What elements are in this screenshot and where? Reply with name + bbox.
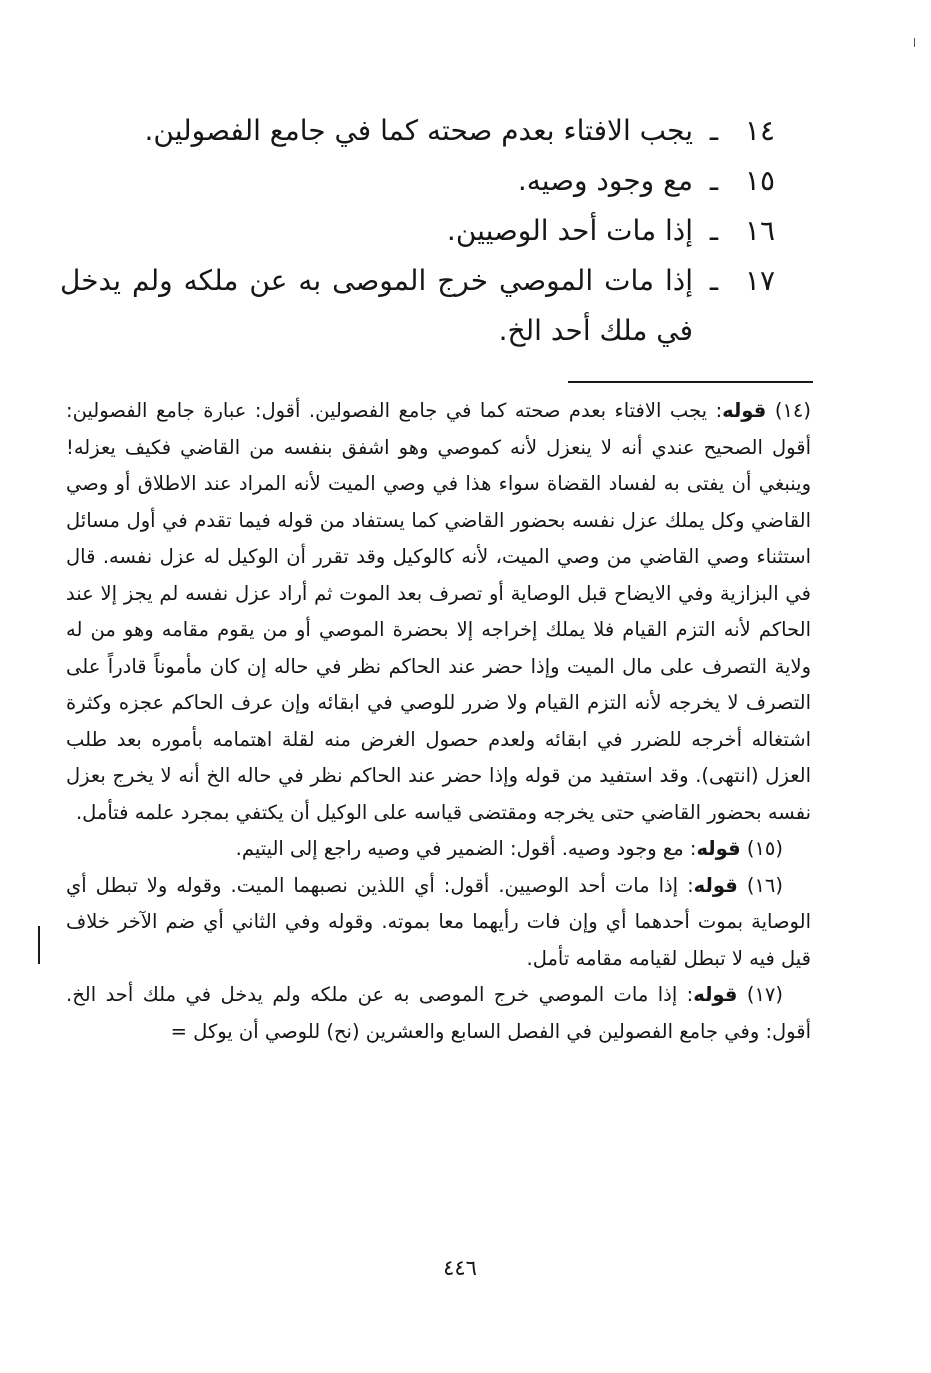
main-item-number: ١٥ [744,164,775,197]
main-item-16 [60,206,775,256]
main-item-number: ١٦ [744,214,775,247]
main-item-14 [60,106,775,156]
main-item-dash: ـ [709,164,719,197]
main-item-text: مع وجود وصيه. [517,164,693,197]
footnote-ref: (١٦) [746,873,783,897]
footnote-text: : إذا مات الموصي خرج الموصى به عن ملكه ولم يدخل في ملك أحد الخ. أقول: وفي جامع الفصولين في الفصل السابع والعشرين (نح) للوصي أن يوكل = [66,983,811,1043]
footnote-keyword: قوله [696,837,741,860]
footnote-keyword: قوله [693,983,738,1006]
main-item-15 [60,156,775,206]
corner-mark [914,38,915,47]
footnote-keyword: قوله [722,399,767,422]
margin-mark [38,926,40,964]
footnote-text: : مع وجود وصيه. أقول: الضمير في وصيه راجع إلى اليتيم. [235,837,697,860]
main-item-text: يجب الافتاء بعدم صحته كما في جامع الفصولين. [144,114,693,147]
footnote-15 [66,831,811,868]
footnote-ref: (١٤) [774,399,811,422]
footnote-text: : إذا مات أحد الوصيين. أقول: أي اللذين نصبهما الميت. وقوله ولا تبطل أي الوصاية بموت أحدهما أي وإن فات رأيهما معا بموته. وقوله وفي الثاني أي ضم الآخر خلاف قيل فيه لا تبطل لقيامه مقامه تأمل. [66,873,811,970]
footnote-keyword: قوله [693,873,738,897]
main-item-text: إذا مات أحد الوصيين. [446,214,693,247]
footnote-ref: (١٥) [746,837,783,860]
footnote-16 [66,868,811,978]
footnote-separator [568,381,813,383]
main-item-dash: ـ [709,214,719,247]
main-item-number: ١٤ [744,114,775,147]
main-item-17 [60,256,775,356]
footnote-text: : يجب الافتاء بعدم صحته كما في جامع الفصولين. أقول: عبارة جامع الفصولين: أقول الصحيح عندي أنه لا ينعزل لأنه كموصي وهو اشفق بنفسه من القاضي فكيف يعزله! وينبغي أن يفتى به لفساد القضاة سواء هذا في وصي الميت لأنه المراد عند الاطلاق أو وصي القاضي وكل يملك عزل نفسه بحضور القاضي كما يستفاد من قوله فيما تقدم في أول مسائل استثناء وصي القاضي من وصي الميت، لأنه كالوكيل وقد تقرر أن الوكيل له عزل نفسه. قال في البزازية وفي الايضاح قبل الوصاية أو تصرف بعد الموت ثم أراد عزل نفسه لم يجز إلا عند الحاكم لأنه التزم القيام فلا يملك إخراجه إلا بحضرة الموصي أو من يقوم مقامه وهو من له ولاية التصرف على مال الميت وإذا حضر عند الحاكم نظر في حاله إن كان مأموناً قادراً على التصرف لا يخرجه لأنه التزم القيام ولا ضرر للوصي في ابقائه وإن عرف الحاكم عجزه وكثرة اشتغاله أخرجه للضرر في ابقائه ولعدم حصول الغرض منه لقلة اهتمامه بأموره بعد طلب العزل (انتهى). وقد استفيد من قوله وإذا حضر عند الحاكم نظر في حاله الخ أنه لا يخرج بعزل نفسه بحضور القاضي حتى يخرجه ومقتضى قياسه على الوكيل أن يكتفي بمجرد علمه فتأمل. [66,399,811,824]
main-item-number: ١٧ [744,264,775,297]
main-item-dash: ـ [709,114,719,147]
footnote-14 [66,393,811,831]
footnotes [66,393,811,1050]
footnote-ref: (١٧) [746,983,783,1006]
main-item-dash: ـ [709,264,719,297]
footnote-17 [66,977,811,1050]
main-item-text: إذا مات الموصي خرج الموصى به عن ملكه ولم يدخل في ملك أحد الخ. [60,264,693,347]
main-text [60,106,775,356]
page-number: ٤٤٦ [443,1256,477,1280]
